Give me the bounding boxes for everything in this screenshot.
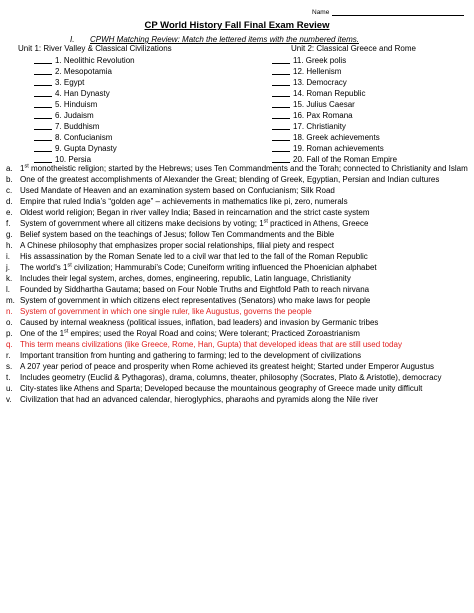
definition-text-body: One of the greatest accomplishments of Alexander the Great; blending of Greek, Egyptian, Persian and Indian cultures: [20, 175, 440, 184]
definition-item: [6, 350, 468, 361]
answer-blank[interactable]: [272, 110, 290, 119]
definition-text: [20, 207, 468, 218]
matching-item-label: 9. Gupta Dynasty: [55, 144, 117, 153]
matching-item: [272, 132, 397, 143]
matching-item: [34, 66, 135, 77]
definition-item: [6, 295, 468, 306]
definition-text: [20, 218, 468, 229]
matching-item-label: 17. Christianity: [293, 122, 346, 131]
definition-list: [6, 163, 468, 405]
matching-item: [272, 143, 397, 154]
matching-item-label: 11. Greek polis: [293, 56, 347, 65]
answer-blank[interactable]: [272, 154, 290, 163]
definition-text-body: His assassination by the Roman Senate led to a civil war that led to the fall of the Roman Republic: [20, 252, 368, 261]
answer-blank[interactable]: [34, 143, 52, 152]
definition-text-start: The world’s 1: [20, 263, 68, 272]
definition-item: [6, 229, 468, 240]
matching-item-label: 8. Confucianism: [55, 133, 113, 142]
definition-text: [20, 295, 468, 306]
matching-item: [34, 132, 135, 143]
definition-item: [6, 251, 468, 262]
definition-letter: r.: [6, 351, 11, 360]
definition-text-body: Civilization that had an advanced calendar, hieroglyphics, pharaohs and pyramids along the Nile river: [20, 395, 378, 404]
definition-text-body: practiced in Athens, Greece: [267, 219, 369, 228]
definition-text: [20, 284, 468, 295]
answer-blank[interactable]: [34, 55, 52, 64]
matching-item-label: 6. Judaism: [55, 111, 94, 120]
definition-letter: s.: [6, 362, 13, 371]
answer-blank[interactable]: [34, 154, 52, 163]
name-label: Name: [312, 9, 330, 16]
definition-letter: u.: [6, 384, 13, 393]
answer-blank[interactable]: [272, 121, 290, 130]
definition-text: [20, 317, 468, 328]
definition-text-body: civilization; Hammurabi’s Code; Cuneiform writing influenced the Phoenician alphabet: [71, 263, 377, 272]
matching-item-label: 1. Neolithic Revolution: [55, 56, 135, 65]
name-blank-line: [332, 8, 464, 16]
matching-item: [34, 143, 135, 154]
definition-item: [6, 240, 468, 251]
definition-letter: o.: [6, 318, 13, 327]
definition-letter: t.: [6, 373, 11, 382]
section-number: I.: [70, 35, 75, 44]
definition-item: [6, 328, 468, 339]
matching-item: [34, 99, 135, 110]
definition-letter: h.: [6, 241, 13, 250]
matching-item-label: 12. Hellenism: [293, 67, 342, 76]
definition-text-body: Important transition from hunting and gathering to farming; led to the development of civilizations: [20, 351, 362, 360]
definition-text: [20, 394, 468, 405]
matching-item: [272, 66, 397, 77]
definition-item: [6, 218, 468, 229]
section-instructions: CPWH Matching Review: Match the lettered items with the numbered items.: [90, 35, 359, 44]
definition-item: [6, 262, 468, 273]
definition-text: [20, 339, 468, 350]
answer-blank[interactable]: [34, 77, 52, 86]
answer-blank[interactable]: [272, 143, 290, 152]
matching-item-label: 2. Mesopotamia: [55, 67, 112, 76]
matching-item: [272, 88, 397, 99]
definition-text-body: A 207 year period of peace and prosperity when Rome achieved its greatest height; Started under Emperor Augustus: [20, 362, 435, 371]
matching-item: [272, 110, 397, 121]
definition-text: [20, 262, 468, 273]
answer-blank[interactable]: [272, 66, 290, 75]
definition-letter: n.: [6, 307, 13, 316]
definition-item: [6, 284, 468, 295]
definition-text-body: empires; used the Royal Road and coins; Were tolerant; Practiced Zoroastrianism: [68, 329, 360, 338]
definition-text-body: Founded by Siddhartha Gautama; based on Four Noble Truths and Eightfold Path to reach nirvana: [20, 285, 370, 294]
definition-letter: q.: [6, 340, 13, 349]
definition-text: [20, 383, 468, 394]
matching-item: [34, 77, 135, 88]
definition-text-body: A Chinese philosophy that emphasizes proper social relationships, filial piety and respect: [20, 241, 334, 250]
definition-item: [6, 185, 468, 196]
matching-item: [34, 55, 135, 66]
matching-item: [34, 121, 135, 132]
definition-item: [6, 394, 468, 405]
definition-text-body: System of government in which one single ruler, like Augustus, governs the people: [20, 307, 312, 316]
definition-item: [6, 372, 468, 383]
answer-blank[interactable]: [34, 99, 52, 108]
answer-blank[interactable]: [34, 132, 52, 141]
definition-text-body: Used Mandate of Heaven and an examination system based on Confucianism; Silk Road: [20, 186, 335, 195]
answer-blank[interactable]: [34, 66, 52, 75]
definition-text: [20, 372, 468, 383]
definition-letter: k.: [6, 274, 13, 283]
matching-item: [272, 77, 397, 88]
definition-text-body: Caused by internal weakness (political issues, inflation, bad leaders) and invasion by Germanic tribes: [20, 318, 379, 327]
definition-item: [6, 383, 468, 394]
matching-item-label: 5. Hinduism: [55, 100, 98, 109]
ordinal-superscript: st: [24, 163, 29, 170]
definition-text-start: One of the 1: [20, 329, 65, 338]
definition-item: [6, 163, 468, 174]
definition-text-start: System of government where all citizens make decisions by voting; 1: [20, 219, 264, 228]
matching-item: [272, 121, 397, 132]
unit2-heading: Unit 2: Classical Greece and Rome: [291, 44, 416, 53]
answer-blank[interactable]: [272, 88, 290, 97]
definition-text-body: Belief system based on the teachings of Jesus; follow Ten Commandments and the Bible: [20, 230, 335, 239]
definition-text: [20, 240, 468, 251]
matching-item-label: 4. Han Dynasty: [55, 89, 110, 98]
definition-item: [6, 306, 468, 317]
definition-text: [20, 174, 468, 185]
matching-item-label: 15. Julius Caesar: [293, 100, 355, 109]
definition-letter: b.: [6, 175, 13, 184]
answer-blank[interactable]: [34, 121, 52, 130]
definition-letter: l.: [6, 285, 10, 294]
definition-letter: i.: [6, 252, 10, 261]
answer-blank[interactable]: [34, 110, 52, 119]
definition-item: [6, 339, 468, 350]
matching-item-label: 7. Buddhism: [55, 122, 100, 131]
definition-letter: p.: [6, 329, 13, 338]
matching-item-label: 19. Roman achievements: [293, 144, 384, 153]
definition-item: [6, 207, 468, 218]
matching-item-label: 16. Pax Romana: [293, 111, 353, 120]
unit2-item-list: [272, 55, 397, 165]
definition-item: [6, 317, 468, 328]
definition-text-body: monotheistic religion; started by the Hebrews; uses Ten Commandments and the Torah; connected to Christianity and Islam: [28, 164, 468, 173]
name-field: [312, 8, 464, 16]
matching-item: [34, 110, 135, 121]
definition-letter: g.: [6, 230, 13, 239]
ordinal-superscript: st: [67, 262, 72, 269]
definition-item: [6, 273, 468, 284]
answer-blank[interactable]: [272, 132, 290, 141]
matching-item: [272, 55, 397, 66]
definition-text-body: Oldest world religion; Began in river valley India; Based in reincarnation and the strict caste system: [20, 208, 370, 217]
definition-text: [20, 350, 468, 361]
section-heading: [70, 35, 359, 44]
definition-text-body: System of government in which citizens elect representatives (Senators) who make laws for people: [20, 296, 371, 305]
definition-text: [20, 306, 468, 317]
definition-letter: f.: [6, 219, 11, 228]
definition-text: [20, 163, 468, 174]
definition-text: [20, 196, 468, 207]
answer-blank[interactable]: [272, 77, 290, 86]
definition-text-body: Includes their legal system, arches, domes, engineering, republic, Latin language, Christianity: [20, 274, 351, 283]
ordinal-superscript: st: [64, 328, 69, 335]
definition-letter: e.: [6, 208, 13, 217]
matching-item: [34, 88, 135, 99]
matching-item-label: 13. Democracy: [293, 78, 347, 87]
definition-letter: a.: [6, 164, 13, 173]
definition-text: [20, 185, 468, 196]
ordinal-superscript: st: [263, 218, 268, 225]
definition-text-body: Includes geometry (Euclid & Pythagoras), drama, columns, theater, philosophy (Socrates, Plato & Aristotle), democracy: [20, 373, 442, 382]
matching-item-label: 14. Roman Republic: [293, 89, 366, 98]
matching-item-label: 18. Greek achievements: [293, 133, 380, 142]
definition-letter: c.: [6, 186, 13, 195]
definition-text: [20, 229, 468, 240]
definition-text: [20, 273, 468, 284]
answer-blank[interactable]: [272, 99, 290, 108]
definition-text-body: This term means civilizations (like Greece, Rome, Han, Gupta) that developed ideas that are still used today: [20, 340, 402, 349]
definition-text: [20, 361, 468, 372]
definition-text-body: Empire that ruled India’s “golden age” – achievements in mathematics like pi, zero, numerals: [20, 197, 348, 206]
matching-item-label: 10. Persia: [55, 155, 92, 164]
answer-blank[interactable]: [34, 88, 52, 97]
unit1-heading: Unit 1: River Valley & Classical Civilizations: [18, 44, 172, 53]
definition-text-start: 1: [20, 164, 25, 173]
definition-item: [6, 174, 468, 185]
matching-item-label: 20. Fall of the Roman Empire: [293, 155, 398, 164]
matching-item-label: 3. Egypt: [55, 78, 85, 87]
matching-item: [272, 99, 397, 110]
definition-text: [20, 251, 468, 262]
definition-letter: v.: [6, 395, 12, 404]
answer-blank[interactable]: [272, 55, 290, 64]
definition-item: [6, 361, 468, 372]
unit1-item-list: [34, 55, 135, 165]
definition-text: [20, 328, 468, 339]
definition-letter: d.: [6, 197, 13, 206]
definition-item: [6, 196, 468, 207]
definition-letter: j.: [6, 263, 10, 272]
definition-text-body: City-states like Athens and Sparta; Developed because the mountainous geography of Greece made unity difficult: [20, 384, 423, 393]
page-title: CP World History Fall Final Exam Review: [144, 20, 330, 31]
definition-letter: m.: [6, 296, 15, 305]
